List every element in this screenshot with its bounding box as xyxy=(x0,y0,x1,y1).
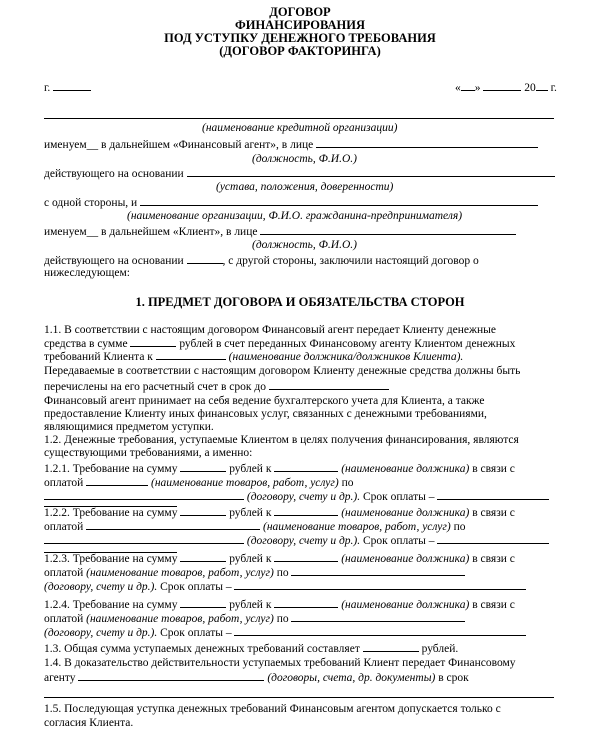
p123-line3 xyxy=(44,579,526,594)
p122-a: 1.2.2. Требование на сумму xyxy=(44,507,178,519)
p123-e: оплатой xyxy=(44,567,84,579)
p11-line4: Передаваемые в соответствии с настоящим договором Клиенту денежные средства должны быть xyxy=(44,365,521,377)
named-financial-agent xyxy=(44,137,538,152)
named2-text: именуем__ в дальнейшем «Клиент», в лице xyxy=(44,226,258,238)
p123-a: 1.2.3. Требование на сумму xyxy=(44,553,178,565)
p121-line3 xyxy=(44,489,549,504)
p11-l2a: средства в сумме xyxy=(44,338,128,350)
p122-i: Срок оплаты – xyxy=(363,535,435,547)
p124-f: (наименование товаров, работ, услуг) xyxy=(86,613,274,625)
p14-l2a: агенту xyxy=(44,672,76,684)
p121-d: в связи с xyxy=(472,463,515,475)
p13-b: рублей. xyxy=(421,643,459,655)
p14-line1: 1.4. В доказательство действительности уступаемых требований Клиент передает Финансовому xyxy=(44,657,516,669)
claim1-amount-blank[interactable] xyxy=(180,461,226,472)
claim4-contract-blank[interactable] xyxy=(291,611,465,622)
p11-l3a: требований Клиента к xyxy=(44,351,153,363)
p11-l3b: (наименование должника/должников Клиента). xyxy=(228,351,464,363)
client-name-blank[interactable] xyxy=(140,195,538,206)
acting1-text: действующего на основании xyxy=(44,168,184,180)
p122-line1 xyxy=(44,505,515,520)
place-label: г. xyxy=(44,82,51,94)
funding-amount-blank[interactable] xyxy=(130,336,176,347)
p122-line3 xyxy=(44,533,549,548)
p123-c: (наименование должника) xyxy=(341,553,470,565)
acting2-line2: нижеследующем: xyxy=(44,267,130,279)
p123-line2 xyxy=(44,565,465,580)
credit-org-blank[interactable] xyxy=(44,118,554,119)
p14-l2b: (договоры, счета, др. документы) xyxy=(267,672,436,684)
p122-d: в связи с xyxy=(472,507,515,519)
p11-line3 xyxy=(44,349,463,364)
p13-a: 1.3. Общая сумма уступаемых денежных требований составляет xyxy=(44,643,360,655)
p11-line1: 1.1. В соответствии с настоящим договором Финансовый агент передает Клиенту денежные xyxy=(44,324,496,336)
claim1-goods-blank[interactable] xyxy=(86,475,148,486)
p121-line2 xyxy=(44,475,353,490)
claim2-contract-blank[interactable] xyxy=(44,533,244,544)
agent-basis-blank[interactable] xyxy=(187,166,555,177)
p123-h: (договору, счету и др.). xyxy=(44,581,158,593)
claim1-contract-blank[interactable] xyxy=(44,489,244,500)
p15-line2: согласия Клиента. xyxy=(44,717,134,729)
p122-f: (наименование товаров, работ, услуг) xyxy=(262,521,451,533)
debtor-blank[interactable] xyxy=(156,349,226,360)
p11-l2b: рублей в счет переданных Финансовому агенту Клиентом денежных xyxy=(179,338,516,350)
named1-text: именуем__ в дальнейшем «Финансовый агент», в лице xyxy=(44,139,314,151)
p11-line5 xyxy=(44,379,389,394)
p122-g: по xyxy=(453,521,466,533)
date-line xyxy=(455,80,557,95)
p122-c: (наименование должника) xyxy=(341,507,470,519)
p124-c: (наименование должника) xyxy=(341,599,470,611)
p121-i: Срок оплаты – xyxy=(363,491,435,503)
p14-line2 xyxy=(44,670,469,685)
p124-e: оплатой xyxy=(44,613,84,625)
hint-position1: (должность, Ф.И.О.) xyxy=(252,153,357,165)
claim4-term-blank[interactable] xyxy=(234,625,526,636)
claim1-debtor-blank[interactable] xyxy=(274,461,338,472)
section-1-heading: 1. ПРЕДМЕТ ДОГОВОРА И ОБЯЗАТЕЛЬСТВА СТОРОН xyxy=(135,295,465,309)
p124-line3 xyxy=(44,625,526,640)
p123-line1 xyxy=(44,551,515,566)
acting2-text-b: , с другой стороны, заключили настоящий договор о xyxy=(222,255,479,267)
p124-i: Срок оплаты – xyxy=(160,627,232,639)
client-rep-blank[interactable] xyxy=(260,224,516,235)
claim3-amount-blank[interactable] xyxy=(180,551,226,562)
p121-f: (наименование товаров, работ, услуг) xyxy=(150,477,339,489)
claim2-goods-blank[interactable] xyxy=(86,519,260,530)
total-amount-blank[interactable] xyxy=(363,641,419,652)
p122-b: рублей к xyxy=(229,507,272,519)
claim2-debtor-blank[interactable] xyxy=(274,505,338,516)
agent-rep-blank[interactable] xyxy=(316,137,538,148)
p121-a: 1.2.1. Требование на сумму xyxy=(44,463,178,475)
p122-e: оплатой xyxy=(44,521,84,533)
p123-d: в связи с xyxy=(472,553,515,565)
claim4-debtor-blank[interactable] xyxy=(274,597,338,608)
p121-e: оплатой xyxy=(44,477,84,489)
p124-d: в связи с xyxy=(472,599,515,611)
doc-title-line1: ДОГОВОР xyxy=(269,5,331,19)
p123-i: Срок оплаты – xyxy=(160,581,232,593)
year-blank[interactable] xyxy=(536,80,548,91)
p13-line xyxy=(44,641,458,656)
p11-line7: предоставление Клиенту иных финансовых услуг, связанных с денежными требованиями, xyxy=(44,408,487,420)
claim3-contract-blank[interactable] xyxy=(291,565,465,576)
acting2-text-a: действующего на основании xyxy=(44,255,184,267)
p124-h: (договору, счету и др.). xyxy=(44,627,158,639)
claim2-amount-blank[interactable] xyxy=(180,505,226,516)
place-line xyxy=(44,80,91,95)
documents-blank[interactable] xyxy=(78,670,264,681)
hint-org-ip: (наименование организации, Ф.И.О. гражданина-предпринимателя) xyxy=(127,210,463,222)
place-blank[interactable] xyxy=(53,80,91,91)
hint-charter1: (устава, положения, доверенности) xyxy=(216,181,394,193)
p121-line1 xyxy=(44,461,515,476)
p11-line8: являющимися предметом уступки. xyxy=(44,421,214,433)
year-suffix: г. xyxy=(550,82,557,94)
client-basis-blank[interactable] xyxy=(187,253,223,264)
p12-line2: существующими требованиями, а именно: xyxy=(44,447,253,459)
p122-h: (договору, счету и др.). xyxy=(246,535,361,547)
p124-g: по xyxy=(276,613,289,625)
p123-b: рублей к xyxy=(229,553,272,565)
p124-line1 xyxy=(44,597,515,612)
p124-a: 1.2.4. Требование на сумму xyxy=(44,599,178,611)
p11-line6: Финансовый агент принимает на себя ведение бухгалтерского учета для Клиента, а также xyxy=(44,395,485,407)
date-close-quote: » xyxy=(474,82,481,94)
one-side-text: с одной стороны, и xyxy=(44,197,138,209)
day-blank[interactable] xyxy=(461,80,475,91)
claim1-term-blank[interactable] xyxy=(437,489,549,500)
one-side-line xyxy=(44,195,538,210)
month-blank[interactable] xyxy=(483,80,521,91)
claim2-term-blank[interactable] xyxy=(437,533,549,544)
claim4-amount-blank[interactable] xyxy=(180,597,226,608)
named-client xyxy=(44,224,516,239)
year-prefix: 20 xyxy=(524,82,536,94)
date-open-quote: « xyxy=(455,82,461,94)
documents-term-blank[interactable] xyxy=(44,697,554,698)
doc-title-line2: ФИНАНСИРОВАНИЯ xyxy=(234,18,366,32)
claim3-debtor-blank[interactable] xyxy=(274,551,338,562)
claim3-term-blank[interactable] xyxy=(234,579,526,590)
p124-line2 xyxy=(44,611,465,626)
p124-b: рублей к xyxy=(229,599,272,611)
p121-c: (наименование должника) xyxy=(341,463,470,475)
p15-line1: 1.5. Последующая уступка денежных требований Финансовым агентом допускается только с xyxy=(44,703,501,715)
p121-g: по xyxy=(341,477,354,489)
p121-h: (договору, счету и др.). xyxy=(246,491,361,503)
doc-title-line4: (ДОГОВОР ФАКТОРИНГА) xyxy=(219,44,381,58)
p123-f: (наименование товаров, работ, услуг) xyxy=(86,567,274,579)
p12-line1: 1.2. Денежные требования, уступаемые Клиентом в целях получения финансирования, являются xyxy=(44,434,519,446)
doc-title-line3: ПОД УСТУПКУ ДЕНЕЖНОГО ТРЕБОВАНИЯ xyxy=(164,31,436,45)
p121-b: рублей к xyxy=(229,463,272,475)
transfer-deadline-blank[interactable] xyxy=(269,379,389,390)
p123-g: по xyxy=(276,567,289,579)
p122-line2 xyxy=(44,519,465,534)
p11-l5: перечислены на его расчетный счет в срок до xyxy=(44,381,266,393)
acting1-line xyxy=(44,166,555,181)
hint-credit-org: (наименование кредитной организации) xyxy=(202,122,398,134)
hint-position2: (должность, Ф.И.О.) xyxy=(252,239,357,251)
p14-l2c: в срок xyxy=(438,672,469,684)
